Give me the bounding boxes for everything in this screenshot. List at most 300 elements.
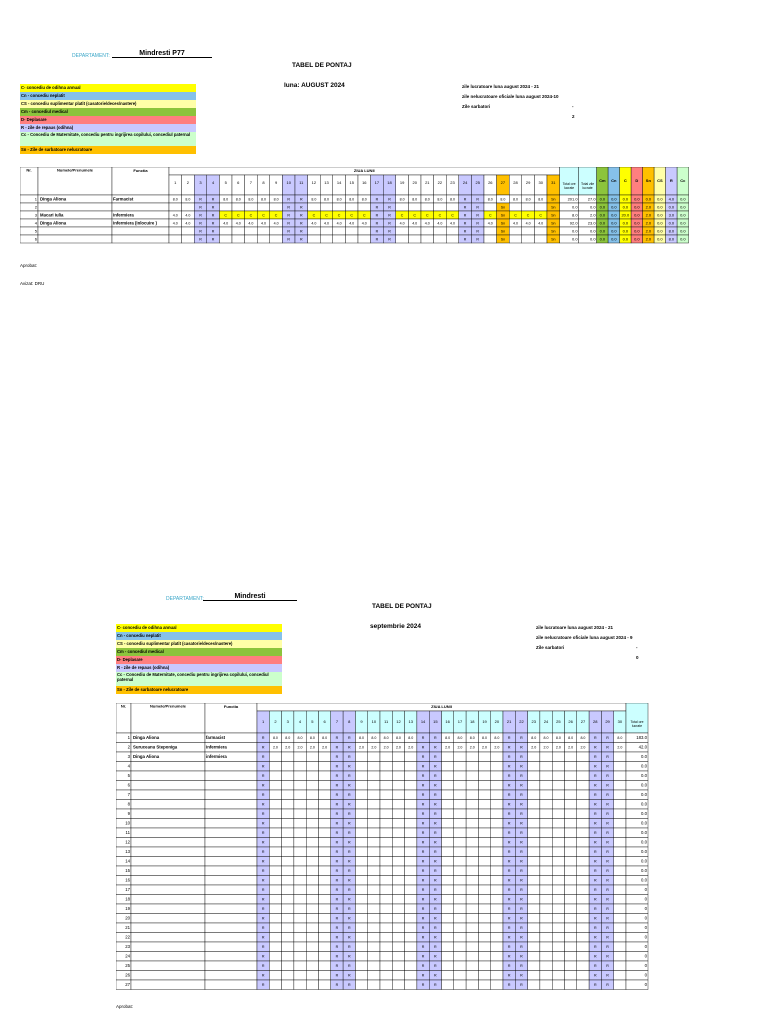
day-cell [552,952,564,962]
day-value: R [421,897,425,902]
day-value: R [606,907,609,911]
day-cell [368,771,380,781]
day-number: 15 [433,719,438,724]
day-value: R [421,964,425,968]
day-cell [368,866,380,876]
code-value: 0.0 [634,196,640,202]
day-cell [380,876,392,886]
day-cell [478,933,490,943]
day-cell [306,771,318,781]
day-value: R [421,878,425,883]
day-cell [491,752,503,762]
employee-function: infermiera [206,744,227,750]
day-cell [319,866,331,876]
day-cell [466,971,478,981]
day-value: Sn [551,213,556,218]
day-cell [245,203,258,211]
day-cell [421,235,434,243]
day-value: R [434,935,437,940]
day-number: 29 [525,180,531,185]
day-cell [454,790,466,800]
legend-item: R - zile de repaus (odihna) [116,664,282,672]
day-cell [442,876,454,886]
day-cell [466,752,478,762]
day-cell [269,961,281,971]
day-cell [282,923,294,933]
day-cell [319,942,331,952]
code-value: 0.0 [657,212,663,218]
day-cell [577,952,589,962]
day-value: 4.0 [399,221,405,226]
row-func [205,942,257,952]
day-cell [368,828,380,838]
code-value: 0.0 [622,196,629,202]
day-cell [306,838,318,848]
day-number: 26 [568,719,573,724]
day-cell [442,942,454,952]
day-value: R [593,945,597,949]
day-number: 21 [506,719,512,724]
day-header [194,175,207,195]
day-value: R [261,916,265,921]
day-value: R [593,926,597,930]
day-value: R [261,859,265,864]
day-value: R [261,821,265,826]
day-value: R [211,221,215,226]
day-cell [577,781,589,791]
code-value: 0.0 [599,196,606,202]
day-value: R [507,755,511,759]
code-value: 20.0 [621,212,630,218]
day-cell [282,752,294,762]
day-cell [442,771,454,781]
day-value: 2.0 [568,745,574,750]
day-value: R [347,821,351,826]
day-cell [405,752,417,762]
day-value: 8.0 [395,736,401,740]
day-cell [319,933,331,943]
day-cell [380,781,392,791]
code-value: 0.0 [634,204,640,210]
row-func [205,781,257,791]
code-value: 0.0 [611,228,617,234]
day-cell [478,752,490,762]
day-cell [509,235,522,243]
day-value: 2.0 [469,745,475,750]
row-func [112,227,169,235]
day-value: 2.0 [555,745,561,750]
day-cell [355,904,367,914]
day-cell [405,771,417,781]
legend [20,84,196,154]
day-cell [294,933,306,943]
day-number: 16 [362,180,367,185]
day-cell [491,971,503,981]
day-cell [442,952,454,962]
day-cell [491,857,503,867]
day-cell [466,771,478,781]
row-name [131,847,205,857]
day-cell [577,923,589,933]
day-cell [614,952,626,962]
day-cell [368,809,380,819]
day-value: R [463,229,467,234]
day-cell [509,227,522,235]
day-cell [405,819,417,829]
day-cell [454,781,466,791]
day-cell [392,952,404,962]
code-value: 0.0 [622,220,629,226]
day-value: R [335,745,339,750]
day-cell [552,809,564,819]
day-cell [392,752,404,762]
day-cell [306,752,318,762]
day-cell [491,828,503,838]
day-value: R [421,764,425,769]
day-cell [466,923,478,933]
day-cell [368,942,380,952]
day-value: R [375,213,379,218]
day-value: Sn [551,229,556,234]
day-value: R [593,973,597,978]
day-cell [380,980,392,990]
day-cell [270,203,283,211]
day-cell [306,800,318,810]
header-total-hours: Total ore [562,182,576,186]
day-cell [614,866,626,876]
day-cell [466,828,478,838]
code-value: 3.0 [668,212,675,218]
day-value: 8.0 [525,197,531,202]
day-value: R [507,850,511,854]
day-cell [392,933,404,943]
day-value: R [335,897,339,902]
day-cell [614,847,626,857]
day-value: 2.0 [531,745,537,750]
day-value: R [520,764,523,769]
day-cell [282,980,294,990]
employee-name: Suruceanu Steponiga [133,744,178,750]
day-cell [534,235,547,243]
code-value: 0.0 [611,236,617,242]
day-number: 10 [371,719,377,724]
day-cell [319,752,331,762]
legend-item: D- Deplasare [20,116,196,124]
day-cell [269,952,281,962]
day-cell [565,828,577,838]
day-value: 8.0 [371,736,377,740]
day-cell [478,866,490,876]
day-cell [169,227,182,235]
day-cell [269,752,281,762]
day-value: R [606,821,609,826]
day-value: R [347,764,351,769]
day-cell [577,847,589,857]
row-nr-text: 15 [125,868,130,873]
day-cell [405,952,417,962]
approved-label: Aprobat: [116,1004,134,1009]
day-cell [442,809,454,819]
legend-item: Cc - Concediu de Maternitate, concediu pentru ingrijirea copilului, concediul paternal [116,672,282,686]
day-number: 30 [538,180,543,185]
day-value: R [476,205,480,210]
day-value: R [347,983,351,987]
day-value: 4.0 [248,221,254,226]
timesheet-table-august [20,167,753,259]
day-cell [442,904,454,914]
day-cell [454,838,466,848]
header-total-hours: lucrate [631,724,643,728]
day-cell [528,923,540,933]
day-value: R [335,831,339,835]
day-value: R [421,888,425,892]
day-cell [552,828,564,838]
day-number: 24 [543,719,549,724]
day-number: 4 [298,719,302,724]
day-cell [308,203,321,211]
day-value: R [421,869,425,873]
day-value: R [347,926,351,930]
day-cell [577,904,589,914]
day-cell [282,838,294,848]
code-value: 0.0 [599,236,606,242]
day-cell [380,914,392,924]
day-cell [405,942,417,952]
row-nr-text: 18 [125,896,130,902]
day-number: 26 [488,180,493,185]
day-value: 2.0 [272,745,278,750]
day-cell [552,876,564,886]
day-cell [408,203,421,211]
day-number: 23 [450,180,455,185]
day-cell [368,952,380,962]
code-value: 0.0 [611,220,617,226]
row-func [205,857,257,867]
day-cell [219,227,232,235]
day-cell [355,781,367,791]
row-nr-text: 7 [127,792,130,797]
day-cell [442,847,454,857]
day-cell [614,904,626,914]
day-cell [552,961,564,971]
row-nr-text: 3 [127,754,130,759]
day-value: R [507,983,511,987]
day-value: C [362,213,366,218]
code-value: 0.0 [599,228,606,234]
day-cell [405,866,417,876]
day-cell [182,203,195,211]
day-cell [319,781,331,791]
day-number: 9 [274,180,278,185]
day-cell [333,227,346,235]
legend-item: CS - concediu suplimentar platit (casatorie/deces/nastere) [20,100,196,108]
day-cell [540,904,552,914]
day-value: R [463,197,467,202]
total-hours: 0 [644,953,647,959]
department-name: Mindresti P77 [112,50,212,58]
day-cell [294,895,306,905]
day-value: R [211,229,215,234]
legend-item: R - zile de repaus (odihna) [20,124,196,132]
code-value: 8.0 [668,228,675,234]
day-cell [319,914,331,924]
day-cell [380,895,392,905]
day-cell [491,838,503,848]
day-cell [294,838,306,848]
day-cell [392,961,404,971]
day-cell [405,980,417,990]
day-value: R [347,888,351,892]
day-cell [358,235,371,243]
day-value: R [520,821,523,826]
day-value: R [335,878,339,883]
day-value: R [347,897,351,902]
row-nr-text: 10 [125,820,130,826]
total-hours: 8.0 [572,212,578,218]
day-cell [392,800,404,810]
day-value: R [434,983,437,987]
day-value: Sn [551,221,556,226]
day-value: 8.0 [349,197,355,202]
day-value: 8.0 [248,197,254,202]
total-hours: 42.0 [638,744,647,750]
day-cell [245,235,258,243]
day-cell [270,235,283,243]
day-value: R [335,888,339,892]
day-value: R [434,878,437,883]
day-cell [446,235,459,243]
day-value: R [520,745,523,750]
row-name [131,838,205,848]
day-cell [269,942,281,952]
day-number: 27 [500,180,506,185]
row-name [131,781,205,791]
day-number: 14 [336,180,342,185]
day-value: 8.0 [437,197,443,202]
day-cell [454,942,466,952]
day-cell [466,942,478,952]
day-cell [392,809,404,819]
code-value: 2.0 [645,236,652,242]
day-number: 10 [286,180,291,185]
day-cell [282,971,294,981]
day-value: 2.0 [445,745,451,750]
day-value: 8.0 [273,197,279,202]
row-func [112,235,169,243]
day-cell [355,952,367,962]
day-value: R [388,237,391,242]
day-cell [442,923,454,933]
day-header [358,175,371,195]
day-value: R [347,783,351,788]
day-value: R [421,926,425,930]
day-value: R [507,736,511,740]
row-name [131,771,205,781]
row-nr-text: 14 [125,858,130,864]
day-value: 4.0 [437,221,443,226]
row-nr-text: 22 [125,934,130,940]
day-value: R [606,926,609,930]
day-value: R [347,945,351,949]
day-cell [319,876,331,886]
day-value: 8.0 [487,197,493,202]
day-cell [614,876,626,886]
day-cell [442,971,454,981]
day-value: R [421,774,425,778]
day-cell [540,923,552,933]
day-cell [380,790,392,800]
day-value: R [520,774,523,778]
code-value: 2.0 [645,220,652,226]
day-cell [614,762,626,772]
day-cell [282,914,294,924]
day-cell [540,790,552,800]
day-value: C [325,213,328,218]
code-value: 0.0 [680,204,686,210]
day-cell [269,771,281,781]
header-total-hours: Total ore [630,720,644,724]
day-cell [392,895,404,905]
day-cell [565,771,577,781]
day-cell [282,762,294,772]
total-hours: 0.0 [572,236,578,242]
row-func [112,203,169,211]
day-cell [614,971,626,981]
department-label: DEPARTAMENT: [166,596,204,602]
row-func [205,895,257,905]
day-number: 7 [249,180,253,185]
day-value: Sn [500,229,506,234]
total-days: 0.0 [590,204,596,210]
day-value: R [421,954,425,959]
day-cell [380,847,392,857]
day-cell [442,857,454,867]
day-cell [306,790,318,800]
day-value: R [520,850,523,854]
day-cell [565,866,577,876]
day-value: R [434,802,437,807]
day-value: R [347,850,351,854]
day-cell [355,961,367,971]
day-cell [614,800,626,810]
day-value: R [261,954,265,959]
day-value: R [421,783,425,788]
day-value: R [606,736,609,740]
day-value: R [261,935,265,940]
total-hours: 0.0 [641,811,647,816]
day-cell [294,781,306,791]
day-cell [306,866,318,876]
day-cell [269,904,281,914]
legend-item: D- Deplasare [116,656,282,664]
day-cell [528,933,540,943]
day-value: R [434,764,437,769]
legend-item: Cn - concediu neplatit [20,92,196,100]
total-days: 27.0 [587,196,596,202]
day-cell [466,933,478,943]
day-cell [528,961,540,971]
day-cell [577,752,589,762]
row-nr-text: 1 [34,196,37,202]
day-cell [614,838,626,848]
row-func [205,762,257,772]
day-value: R [507,945,511,949]
code-value: 0.0 [657,228,663,234]
day-cell [319,904,331,914]
day-cell [577,790,589,800]
day-value: 8.0 [285,736,291,740]
day-value: 8.0 [412,197,418,202]
